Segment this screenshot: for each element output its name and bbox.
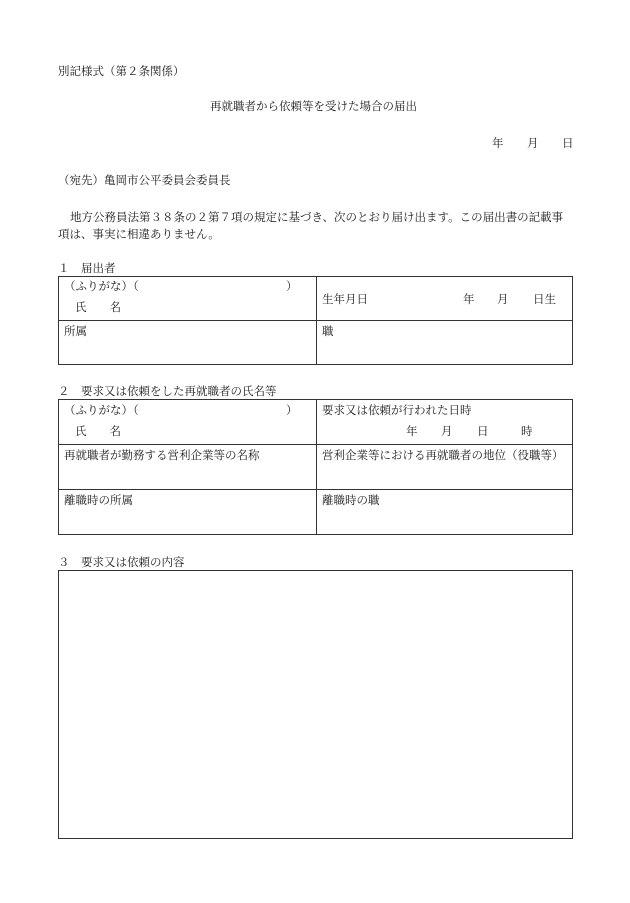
date-month: 月 xyxy=(527,136,539,150)
section1-heading: １ 届出者 xyxy=(58,261,116,275)
s2-company-cell[interactable] xyxy=(58,444,317,490)
date-day: 日 xyxy=(562,136,574,150)
date-year: 年 xyxy=(492,136,504,150)
s3-content-box[interactable] xyxy=(58,570,573,839)
s1-name-cell[interactable] xyxy=(58,276,317,321)
addressee: （宛先）亀岡市公平委員会委員長 xyxy=(58,173,231,187)
s1-birth-year: 年 xyxy=(463,292,475,306)
s2-company-label: 再就職者が勤務する営利企業等の名称 xyxy=(64,448,260,462)
s1-furigana-open: （ふりがな）（ xyxy=(64,279,139,293)
s2-furigana-close: ） xyxy=(286,403,298,417)
s2-request-date-cell[interactable] xyxy=(316,399,573,445)
intro-line-1: 地方公務員法第３８条の２第７項の規定に基づき、次のとおり届け出ます。この届出書の記載事 xyxy=(70,210,564,224)
s1-furigana-close: ） xyxy=(286,279,298,293)
s2-company-position-cell[interactable] xyxy=(316,444,573,490)
s2-furigana-open: （ふりがな）（ xyxy=(64,403,139,417)
s2-req-year: 年 xyxy=(406,424,418,438)
s2-retire-position-cell[interactable] xyxy=(316,489,573,535)
s2-company-position-label: 営利企業等における再就職者の地位（役職等） xyxy=(322,448,564,462)
page-title: 再就職者から依頼等を受けた場合の届出 xyxy=(210,99,417,113)
s2-retire-position-label: 離職時の職 xyxy=(322,493,380,507)
s2-request-date-label: 要求又は依頼が行われた日時 xyxy=(322,403,472,417)
s1-name-label: 氏 名 xyxy=(75,300,121,314)
form-label: 別記様式（第２条関係） xyxy=(58,64,185,78)
s1-position-label: 職 xyxy=(322,324,334,338)
section3-heading: ３ 要求又は依頼の内容 xyxy=(58,555,185,569)
s2-retire-affiliation-label: 離職時の所属 xyxy=(64,493,133,507)
section2-heading: ２ 要求又は依頼をした再就職者の氏名等 xyxy=(58,384,277,398)
s1-position-cell[interactable] xyxy=(316,320,573,365)
s1-birth-cell[interactable] xyxy=(316,276,573,321)
intro-line-2: 項は、事実に相違ありません。 xyxy=(58,227,220,241)
s1-birth-day: 日生 xyxy=(533,292,556,306)
s2-name-cell[interactable] xyxy=(58,399,317,445)
s2-name-label: 氏 名 xyxy=(75,424,121,438)
s1-birth-month: 月 xyxy=(497,292,509,306)
s1-birth-label: 生年月日 xyxy=(322,292,368,306)
s1-affiliation-label: 所属 xyxy=(64,324,87,338)
s2-req-hour: 時 xyxy=(521,424,533,438)
s2-req-month: 月 xyxy=(441,424,453,438)
s2-retire-affiliation-cell[interactable] xyxy=(58,489,317,535)
s2-req-day: 日 xyxy=(477,424,489,438)
s1-affiliation-cell[interactable] xyxy=(58,320,317,365)
